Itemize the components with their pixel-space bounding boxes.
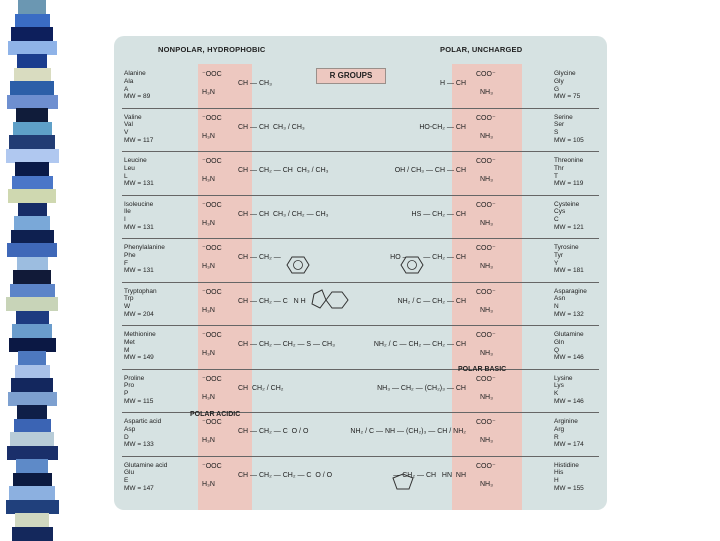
row-divider bbox=[122, 282, 599, 283]
benzene-ring-tyr bbox=[400, 256, 424, 274]
row-divider bbox=[122, 195, 599, 196]
stripe-block bbox=[8, 392, 57, 406]
right-amino-acid-label: Asparagine Asn N MW = 132 bbox=[554, 287, 587, 318]
polar-basic-header: POLAR BASIC bbox=[458, 366, 507, 373]
stripe-block bbox=[9, 135, 55, 149]
right-amino-acid-label: Tyrosine Tyr Y MW = 181 bbox=[554, 244, 584, 275]
right-amino-group: NH₃ bbox=[480, 393, 493, 401]
stripe-block bbox=[8, 189, 56, 203]
left-side-chain-formula: CH — CH₂ — CH CH₃ / CH₃ bbox=[238, 167, 329, 174]
right-amino-acid-label: Serine Ser S MW = 105 bbox=[554, 113, 584, 144]
stripe-block bbox=[6, 297, 58, 311]
stripe-block bbox=[9, 486, 55, 500]
right-amino-acid-label: Glutamine Gln Q MW = 146 bbox=[554, 331, 584, 362]
left-carboxyl-group: ⁻OOC bbox=[202, 201, 222, 209]
right-carboxyl-group: COO⁻ bbox=[476, 375, 496, 383]
stripe-block bbox=[15, 365, 50, 379]
right-side-chain-formula: H — CH bbox=[439, 80, 466, 87]
stripe-block bbox=[18, 0, 46, 14]
right-amino-group: NH₃ bbox=[480, 480, 493, 488]
left-carboxyl-group: ⁻OOC bbox=[202, 375, 222, 383]
left-amino-acid-label: Tryptophan Trp W MW = 204 bbox=[124, 287, 157, 318]
right-amino-acid-label: Lysine Lys K MW = 146 bbox=[554, 374, 584, 405]
stripe-block bbox=[14, 419, 51, 433]
row-divider bbox=[122, 325, 599, 326]
left-amino-acid-label: Leucine Leu L MW = 131 bbox=[124, 157, 154, 188]
benzene-ring-phe bbox=[286, 256, 310, 274]
stripe-block bbox=[13, 122, 52, 136]
right-carboxyl-group: COO⁻ bbox=[476, 288, 496, 296]
right-side-chain-formula: HO — — CH₂ — CH bbox=[390, 254, 466, 261]
stripe-block bbox=[12, 324, 52, 338]
left-amino-group: H₃N bbox=[202, 176, 215, 183]
left-carboxyl-group: ⁻OOC bbox=[202, 245, 222, 252]
polar-uncharged-header: POLAR, UNCHARGED bbox=[440, 45, 523, 54]
left-amino-acid-label: Glutamine acid Glu E MW = 147 bbox=[124, 461, 168, 492]
stripe-block bbox=[13, 270, 51, 284]
stripe-block bbox=[8, 41, 57, 55]
right-side-chain-formula: NH₂ / C — CH₂ — CH bbox=[397, 297, 466, 305]
right-amino-group: NH₃ bbox=[480, 89, 493, 96]
right-amino-group: NH₃ bbox=[480, 132, 493, 140]
stripe-block bbox=[6, 500, 59, 514]
right-carboxyl-group: COO⁻ bbox=[476, 114, 496, 122]
stripe-block bbox=[15, 14, 50, 28]
row-divider bbox=[122, 151, 599, 152]
left-amino-acid-label: Alanine Ala A MW = 89 bbox=[124, 70, 151, 101]
stripe-block bbox=[17, 405, 47, 419]
right-amino-group: NH₃ bbox=[480, 219, 493, 227]
right-amino-acid-label: Cysteine Cys C MW = 121 bbox=[554, 200, 584, 231]
row-divider bbox=[122, 456, 599, 457]
left-side-chain-formula: CH — CH₂ — bbox=[238, 254, 281, 261]
stripe-block bbox=[17, 257, 48, 271]
left-carboxyl-group: ⁻OOC bbox=[202, 419, 222, 426]
stripe-block bbox=[17, 54, 47, 68]
left-carboxyl-group: ⁻OOC bbox=[202, 114, 222, 122]
stripe-block bbox=[10, 81, 54, 95]
stripe-block bbox=[18, 203, 47, 217]
right-side-chain-formula: HO-CH₂ — CH bbox=[419, 123, 466, 131]
left-carboxyl-group: ⁻OOC bbox=[202, 158, 222, 165]
left-carboxyl-group: ⁻OOC bbox=[202, 288, 222, 296]
left-carboxyl-group: ⁻OOC bbox=[202, 332, 222, 339]
left-side-chain-formula: CH — CH₃ bbox=[238, 80, 272, 87]
right-amino-group: NH₃ bbox=[480, 176, 493, 183]
right-carboxyl-group: COO⁻ bbox=[476, 462, 496, 470]
amino-acid-table bbox=[114, 36, 607, 510]
right-amino-group: NH₃ bbox=[480, 263, 493, 270]
indole-ring-trp bbox=[310, 288, 350, 316]
stripe-block bbox=[11, 378, 53, 392]
stripe-block bbox=[7, 446, 58, 460]
right-carboxyl-group: COO⁻ bbox=[476, 71, 496, 78]
left-carboxyl-group: ⁻OOC bbox=[202, 462, 222, 470]
left-amino-group: H₃N bbox=[202, 89, 215, 96]
right-side-chain-formula: — CH₂ — CH HN NH bbox=[393, 471, 466, 479]
left-amino-acid-label: Phenylalanine Phe F MW = 131 bbox=[124, 244, 165, 275]
right-side-chain-formula: HS — CH₂ — CH bbox=[411, 210, 466, 218]
right-amino-acid-label: Arginine Arg R MW = 174 bbox=[554, 418, 584, 449]
right-side-chain-formula: OH / CH₃ — CH — CH bbox=[394, 167, 466, 174]
right-carboxyl-group: COO⁻ bbox=[476, 332, 496, 339]
stripe-block bbox=[18, 351, 46, 365]
stripe-block bbox=[10, 284, 55, 298]
right-carboxyl-group: COO⁻ bbox=[476, 245, 496, 252]
stripe-block bbox=[12, 527, 53, 541]
left-amino-group: H₃N bbox=[202, 263, 215, 270]
stripe-block bbox=[11, 27, 53, 41]
left-carboxyl-group: ⁻OOC bbox=[202, 71, 222, 78]
row-divider bbox=[122, 108, 599, 109]
r-groups-label: R GROUPS bbox=[316, 68, 386, 84]
left-side-chain-formula: CH — CH₂ — CH₂ — C O / O bbox=[238, 471, 333, 479]
nonpolar-header: NONPOLAR, HYDROPHOBIC bbox=[158, 45, 266, 54]
stripe-block bbox=[16, 108, 48, 122]
stripe-block bbox=[13, 473, 52, 487]
right-side-chain-formula: NH₂ / C — NH — (CH₂)₃ — CH / NH₂ bbox=[350, 428, 466, 435]
stripe-block bbox=[14, 68, 51, 82]
stripe-block bbox=[6, 149, 59, 163]
right-side-chain-formula: NH₃ — CH₂ — (CH₂)₃ — CH bbox=[377, 384, 466, 392]
stripe-block bbox=[11, 230, 54, 244]
right-amino-group: NH₃ bbox=[480, 306, 493, 314]
stripe-block bbox=[9, 338, 56, 352]
right-carboxyl-group: COO⁻ bbox=[476, 419, 496, 426]
stripe-block bbox=[16, 459, 48, 473]
left-amino-group: H₃N bbox=[202, 350, 215, 357]
right-amino-acid-label: Histidine His H MW = 155 bbox=[554, 461, 584, 492]
imidazole-ring-his bbox=[389, 472, 417, 492]
decorative-stripe bbox=[0, 0, 64, 540]
right-amino-group: NH₃ bbox=[480, 437, 493, 444]
stripe-block bbox=[12, 176, 53, 190]
left-amino-acid-label: Proline Pro P MW = 115 bbox=[124, 374, 154, 405]
left-side-chain-formula: CH — CH CH₃ / CH₃ bbox=[238, 123, 305, 131]
stripe-block bbox=[15, 513, 49, 527]
right-amino-acid-label: Threonine Thr T MW = 119 bbox=[554, 157, 584, 188]
right-carboxyl-group: COO⁻ bbox=[476, 158, 496, 165]
left-amino-acid-label: Aspartic acid Asp D MW = 133 bbox=[124, 418, 162, 449]
right-amino-group: NH₃ bbox=[480, 350, 493, 357]
stripe-block bbox=[10, 432, 54, 446]
left-amino-acid-label: Valine Val V MW = 117 bbox=[124, 113, 154, 144]
left-amino-acid-label: Isoleucine Ile I MW = 131 bbox=[124, 200, 154, 231]
left-amino-group: H₃N bbox=[202, 219, 215, 227]
stripe-block bbox=[15, 162, 49, 176]
left-amino-group: H₃N bbox=[202, 480, 215, 488]
stripe-block bbox=[14, 216, 50, 230]
polar-acidic-header: POLAR ACIDIC bbox=[190, 411, 241, 418]
stripe-block bbox=[7, 243, 57, 257]
row-divider bbox=[122, 369, 599, 370]
right-side-chain-formula: NH₂ / C — CH₂ — CH₂ — CH bbox=[373, 341, 466, 348]
stripe-block bbox=[7, 95, 58, 109]
left-amino-acid-label: Methionine Met M MW = 149 bbox=[124, 331, 156, 362]
left-side-chain-formula: CH — CH₂ — C O / O bbox=[238, 428, 309, 435]
left-amino-group: H₃N bbox=[202, 306, 215, 314]
left-side-chain-formula: CH — CH₂ — CH₂ — S — CH₃ bbox=[238, 341, 335, 348]
left-amino-group: H₃N bbox=[202, 393, 215, 401]
left-amino-group: H₃N bbox=[202, 437, 215, 444]
row-divider bbox=[122, 238, 599, 239]
right-amino-acid-label: Glycine Gly G MW = 75 bbox=[554, 70, 581, 101]
left-side-chain-formula: CH — CH₂ — C N H bbox=[238, 297, 306, 305]
left-amino-group: H₃N bbox=[202, 132, 215, 140]
left-side-chain-formula: CH CH₂ / CH₂ bbox=[238, 384, 284, 392]
left-side-chain-formula: CH — CH CH₃ / CH₂ — CH₃ bbox=[238, 210, 329, 218]
right-carboxyl-group: COO⁻ bbox=[476, 201, 496, 209]
stripe-block bbox=[16, 311, 49, 325]
